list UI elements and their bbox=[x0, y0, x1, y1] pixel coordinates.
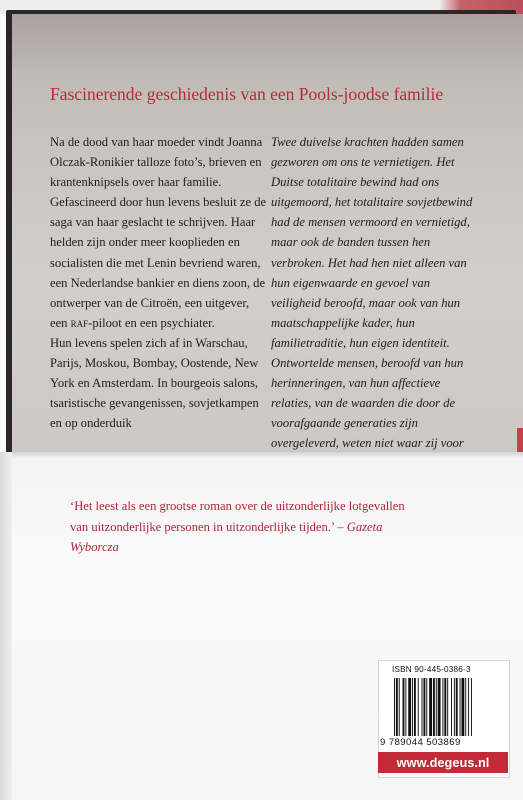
barcode-bar bbox=[422, 678, 423, 736]
barcode-bar bbox=[426, 678, 427, 736]
barcode-bar bbox=[399, 678, 400, 736]
barcode-bar bbox=[465, 678, 466, 736]
barcode-bar bbox=[451, 678, 452, 736]
barcode-bar bbox=[403, 678, 405, 736]
belly-band-edge bbox=[0, 452, 12, 800]
barcode-bar bbox=[468, 678, 469, 736]
barcode-bar bbox=[436, 678, 437, 736]
barcode bbox=[394, 678, 504, 736]
barcode-bar bbox=[418, 678, 419, 736]
quote-source: Gazeta Wyborcza bbox=[70, 519, 383, 554]
cover-heading: Fascinerende geschiedenis van een Pools-joodse familie bbox=[50, 84, 444, 104]
blurb-paragraph-1: Na de dood van haar moeder vindt Joanna Olczak-Ronikier talloze foto’s, brieven en krantenknipsels over haar familie. Gefascineerd door hun levens besluit ze de saga van haar geslacht te schrijven. Haar helden zijn onder meer kooplieden en socialisten die met Lenin bevriend waren, een Nederlandse bankier en diens zoon, de ontwerper van de Citroën, een uitgever, een raf-piloot en een psychiater. bbox=[50, 135, 267, 330]
blurb-left-column bbox=[50, 132, 268, 433]
barcode-bar bbox=[471, 678, 472, 736]
barcode-bar bbox=[461, 678, 464, 736]
barcode-bar bbox=[408, 678, 411, 736]
barcode-bar bbox=[405, 678, 406, 736]
barcode-bar bbox=[438, 678, 441, 736]
publisher-url: www.degeus.nl bbox=[378, 752, 508, 773]
blurb-paragraph-2: Hun levens spelen zich af in Warschau, Parijs, Moskou, Bombay, Oostende, New York en Amsterdam. In bourgeois salons, tsaristische gevangenissen, sovjetkampen en op onderduik bbox=[50, 335, 259, 431]
ean-number: 9 789044 503869 bbox=[380, 737, 461, 748]
excerpt-text: Twee duivelse krachten hadden samen gezworen om ons te vernietigen. Het Duitse totalitaire bewind had ons uitgemoord, het totalitaire sovjetbewind had de mensen vermoord en vernietigd, maar ook de banden tussen hen verbroken. Het had hen niet alleen van hun eigenwaarde en gevoel van veiligheid beroofd, maar ook van hun maatschappelijke kader, hun familietraditie, hun eigen identiteit. Ontwortelde mensen, beroofd van hun herinneringen, van hun affectieve relaties, van de waarden die door de voorafgaande generaties zijn overgeleverd, weten niet waar zij voor bbox=[271, 135, 473, 451]
barcode-bar bbox=[454, 678, 455, 736]
barcode-bar bbox=[394, 678, 395, 736]
jacket-flap-mark bbox=[517, 428, 523, 454]
barcode-bar bbox=[429, 678, 432, 736]
barcode-bar bbox=[456, 678, 458, 736]
barcode-bar bbox=[396, 678, 398, 736]
excerpt-right-column bbox=[271, 132, 475, 474]
barcode-bar bbox=[447, 678, 448, 736]
barcode-bar bbox=[412, 678, 413, 736]
barcode-bar bbox=[414, 678, 416, 736]
isbn-number: ISBN 90-445-0386-3 bbox=[392, 665, 471, 674]
barcode-bar bbox=[444, 678, 446, 736]
barcode-bar bbox=[460, 678, 461, 736]
barcode-bar bbox=[442, 678, 443, 736]
barcode-bar bbox=[423, 678, 425, 736]
review-quote: ‘Het leest als een grootse roman over de uitzonderlijke lotgevallen van uitzonderlijke personen in uitzonderlijke tijden.’ – Gazeta Wyborcza bbox=[70, 499, 405, 554]
barcode-bar bbox=[433, 678, 435, 736]
